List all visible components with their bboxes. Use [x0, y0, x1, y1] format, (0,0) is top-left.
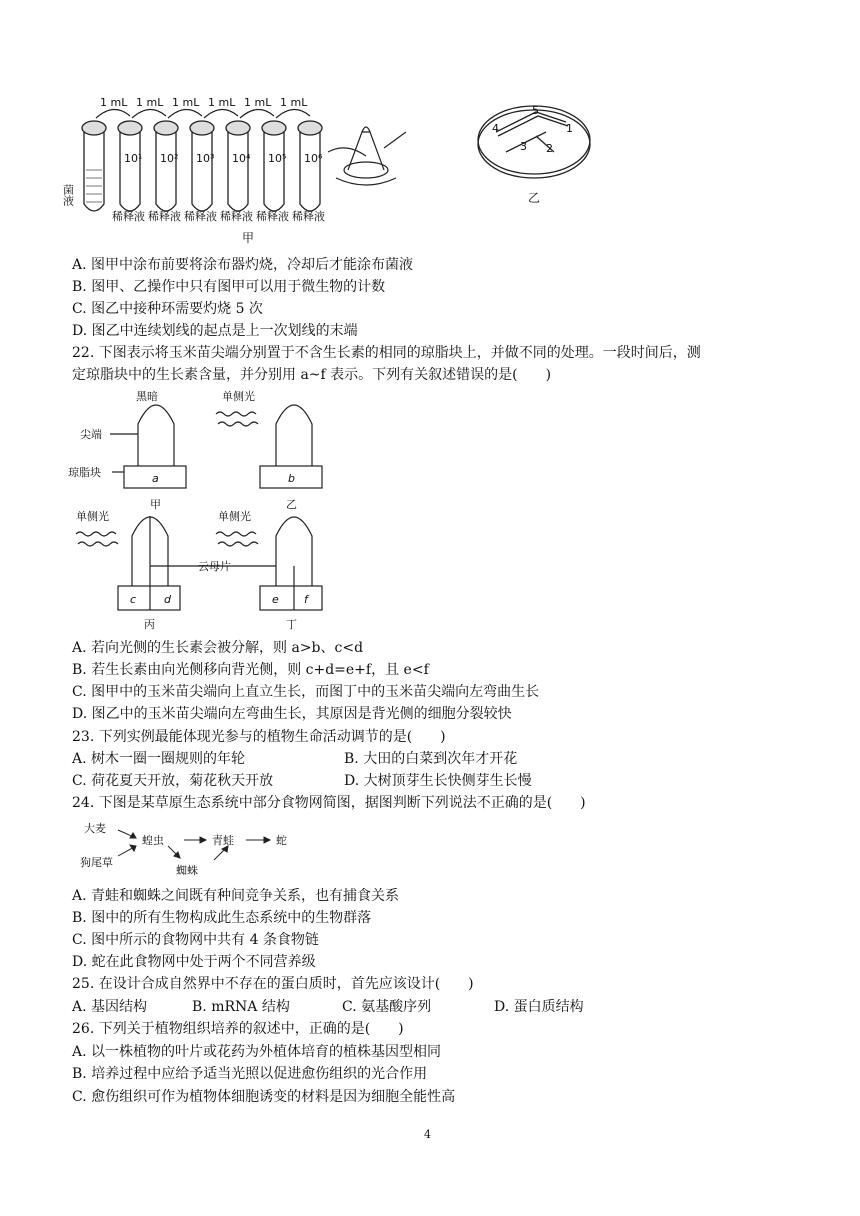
- q24-option-b: B. 图中的所有生物构成此生态系统中的生物群落: [72, 910, 372, 926]
- spreader-sketch: [328, 127, 406, 185]
- test-tubes: [82, 121, 322, 211]
- q23-option-c: C. 荷花夏天开放，菊花秋天开放: [72, 773, 274, 789]
- dilution-label: 10³: [196, 152, 215, 165]
- q23-option-b: B. 大田的白菜到次年才开花: [344, 751, 518, 767]
- dilution-word: 稀释液: [148, 210, 181, 223]
- caption-yi: 乙: [528, 191, 541, 205]
- tip-jia: [138, 405, 174, 466]
- q26-stem: 26. 下列关于植物组织培养的叙述中，正确的是( ): [72, 1021, 404, 1037]
- q21-option-b: B. 图甲、乙操作中只有图甲可以用于微生物的计数: [72, 279, 386, 295]
- dilution-word: 稀释液: [292, 210, 325, 223]
- letter-d: d: [164, 593, 171, 606]
- plate-number: 2: [546, 142, 553, 155]
- figure-serial-dilution: [61, 92, 626, 252]
- transfer-arrows: [96, 109, 310, 118]
- caption-ding: 丁: [286, 618, 297, 631]
- transfer-label: 1 mL: [208, 96, 236, 109]
- q25-option-a: A. 基因结构: [72, 999, 148, 1015]
- q21-option-d: D. 图乙中连续划线的起点是上一次划线的末端: [72, 323, 358, 339]
- bacteria-liquid: [86, 170, 102, 202]
- tip-yi: [276, 405, 312, 466]
- q26-option-b: B. 培养过程中应给予适当光照以促进愈伤组织的光合作用: [72, 1066, 428, 1082]
- node-spider: 蜘蛛: [176, 864, 198, 877]
- plate-number: 3: [520, 140, 527, 153]
- q26-option-c: C. 愈伤组织可作为植物体细胞诱变的材料是因为细胞全能性高: [72, 1089, 456, 1105]
- caption-jia: 甲: [242, 231, 255, 245]
- dilution-word: 稀释液: [256, 210, 289, 223]
- q22-stem-line2: 定琼脂块中的生长素含量，并分别用 a~f 表示。下列有关叙述错误的是( ): [72, 367, 552, 383]
- caption-yi: 乙: [286, 498, 297, 511]
- dilution-label: 10⁶: [304, 152, 323, 165]
- q25-stem: 25. 在设计合成自然界中不存在的蛋白质时，首先应该设计( ): [72, 976, 474, 992]
- transfer-label: 1 mL: [172, 96, 200, 109]
- label-dark: 黑暗: [136, 390, 158, 403]
- q22-option-c: C. 图甲中的玉米苗尖端向上直立生长，而图丁中的玉米苗尖端向左弯曲生长: [72, 684, 540, 700]
- transfer-label: 1 mL: [136, 96, 164, 109]
- dilution-label: 10⁴: [232, 152, 251, 165]
- node-locust: 蝗虫: [142, 834, 164, 847]
- page-number: 4: [424, 1128, 431, 1141]
- label-tip: 尖端: [80, 428, 102, 441]
- node-snake: 蛇: [276, 834, 287, 847]
- plate-number: 5: [532, 104, 539, 117]
- node-grass: 狗尾草: [80, 856, 113, 869]
- dilution-word: 稀释液: [112, 210, 145, 223]
- q24-stem: 24. 下图是某草原生态系统中部分食物网简图，据图判断下列说法不正确的是( ): [72, 795, 586, 811]
- q25-option-b: B. mRNA 结构: [192, 999, 290, 1015]
- bacteria-label: 菌液: [61, 184, 75, 206]
- q21-option-c: C. 图乙中接种环需要灼烧 5 次: [72, 301, 263, 317]
- figure-coleoptile: [66, 388, 346, 638]
- plate-number: 1: [566, 122, 573, 135]
- label-side-light: 单侧光: [222, 390, 255, 403]
- q23-option-d: D. 大树顶芽生长快侧芽生长慢: [344, 773, 532, 789]
- dilution-label: 10⁵: [268, 152, 287, 165]
- q23-stem: 23. 下列实例最能体现光参与的植物生命活动调节的是( ): [72, 729, 446, 745]
- plate-number: 4: [492, 122, 499, 135]
- q22-stem-line1: 22. 下图表示将玉米苗尖端分别置于不含生长素的相同的琼脂块上，并做不同的处理。一段时间后，测: [72, 345, 701, 361]
- caption-bing: 丙: [144, 618, 155, 631]
- q24-option-a: A. 青蛙和蜘蛛之间既有种间竞争关系，也有捕食关系: [72, 888, 400, 904]
- q22-option-d: D. 图乙中的玉米苗尖端向左弯曲生长，其原因是背光侧的细胞分裂较快: [72, 706, 512, 722]
- q24-option-c: C. 图中所示的食物网中共有 4 条食物链: [72, 932, 319, 948]
- letter-e: e: [272, 593, 279, 606]
- q21-option-a: A. 图甲中涂布前要将涂布器灼烧，冷却后才能涂布菌液: [72, 257, 414, 273]
- letter-c: c: [130, 593, 137, 606]
- q22-option-a: A. 若向光侧的生长素会被分解，则 a>b、c<d: [72, 640, 364, 656]
- q26-option-a: A. 以一株植物的叶片或花药为外植体培育的植株基因型相同: [72, 1044, 442, 1060]
- dilution-label: 10¹: [124, 152, 143, 165]
- letter-a: a: [152, 472, 159, 485]
- label-agar: 琼脂块: [68, 466, 101, 479]
- q23-option-a: A. 树木一圈一圈规则的年轮: [72, 751, 246, 767]
- q25-option-d: D. 蛋白质结构: [494, 999, 584, 1015]
- node-barley: 大麦: [84, 822, 106, 835]
- food-web: [80, 816, 320, 882]
- letter-f: f: [304, 593, 308, 606]
- node-frog: 青蛙: [212, 834, 234, 847]
- letter-b: b: [288, 472, 295, 485]
- q22-option-b: B. 若生长素由向光侧移向背光侧，则 c+d=e+f，且 e<f: [72, 662, 429, 678]
- label-side-light: 单侧光: [76, 510, 109, 523]
- dilution-label: 10²: [160, 152, 179, 165]
- label-mica: 云母片: [198, 560, 231, 573]
- q25-option-c: C. 氨基酸序列: [342, 999, 432, 1015]
- label-side-light: 单侧光: [218, 510, 251, 523]
- dilution-word: 稀释液: [184, 210, 217, 223]
- transfer-label: 1 mL: [100, 96, 128, 109]
- caption-jia: 甲: [150, 498, 161, 511]
- q24-option-d: D. 蛇在此食物网中处于两个不同营养级: [72, 954, 316, 970]
- agar-ding: [260, 586, 322, 610]
- transfer-label: 1 mL: [244, 96, 272, 109]
- dilution-word: 稀释液: [220, 210, 253, 223]
- transfer-label: 1 mL: [280, 96, 308, 109]
